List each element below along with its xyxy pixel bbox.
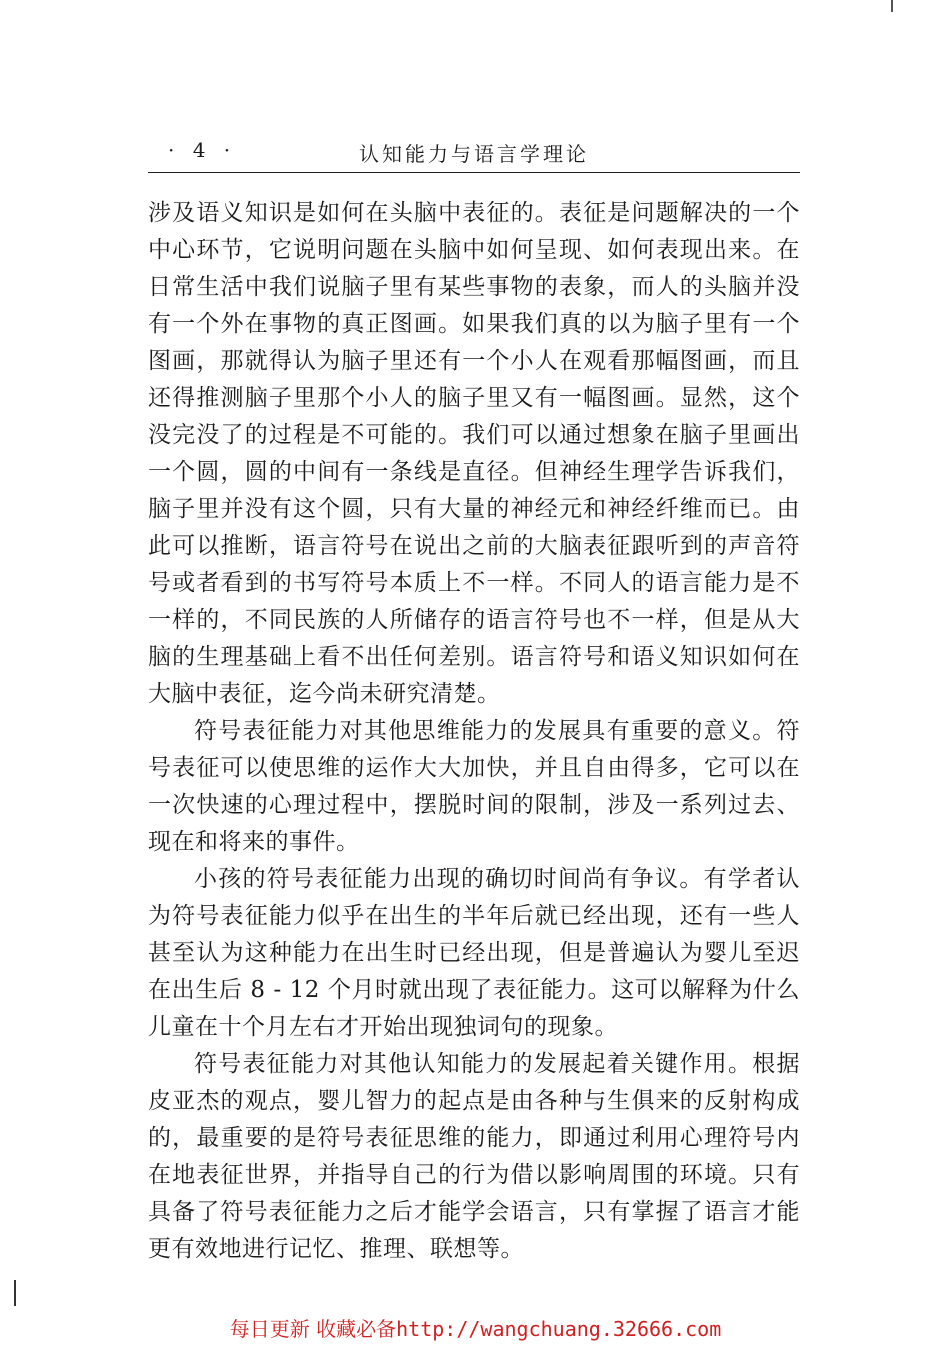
footer-watermark (0, 1313, 951, 1342)
body-text (148, 195, 800, 1268)
footer-slogan: 每日更新 收藏必备 (229, 1317, 397, 1341)
running-title: 认知能力与语言学理论 (359, 142, 589, 166)
scan-corner-mark (891, 0, 893, 12)
paragraph: 小孩的符号表征能力出现的确切时间尚有争议。有学者认为符号表征能力似乎在出生的半年后就已经出现，还有一些人甚至认为这种能力在出生时已经出现，但是普遍认为婴儿至迟在出生后 8 - 12 个月时就出现了表征能力。这可以解释为什么儿童在十个月左右才开始出现独词句的现象。 (148, 866, 800, 1040)
page-number: · 4 · (168, 138, 237, 162)
scan-margin-mark (14, 1280, 16, 1306)
paragraph: 符号表征能力对其他认知能力的发展起着关键作用。根据皮亚杰的观点，婴儿智力的起点是由各种与生俱来的反射构成的，最重要的是符号表征思维的能力，即通过利用心理符号内在地表征世界，并指导自己的行为借以影响周围的环境。只有具备了符号表征能力之后才能学会语言，只有掌握了语言才能更有效地进行记忆、推理、联想等。 (148, 1051, 800, 1262)
paragraph: 符号表征能力对其他思维能力的发展具有重要的意义。符号表征可以使思维的运作大大加快，并且自由得多，它可以在一次快速的心理过程中，摆脱时间的限制，涉及一系列过去、现在和将来的事件。 (148, 718, 800, 855)
paragraph-continued: 涉及语义知识是如何在头脑中表征的。表征是问题解决的一个中心环节，它说明问题在头脑中如何呈现、如何表现出来。在日常生活中我们说脑子里有某些事物的表象，而人的头脑并没有一个外在事物的真正图画。如果我们真的以为脑子里有一个图画，那就得认为脑子里还有一个小人在观看那幅图画，而且还得推测脑子里那个小人的脑子里又有一幅图画。显然，这个没完没了的过程是不可能的。我们可以通过想象在脑子里画出一个圆，圆的中间有一条线是直径。但神经生理学告诉我们，脑子里并没有这个圆，只有大量的神经元和神经纤维而已。由此可以推断，语言符号在说出之前的大脑表征跟听到的声音符号或者看到的书写符号本质上不一样。不同人的语言能力是不一样的，不同民族的人所储存的语言符号也不一样，但是从大脑的生理基础上看不出任何差别。语言符号和语义知识如何在大脑中表征，迄今尚未研究清楚。 (148, 200, 800, 707)
page-header (148, 138, 800, 173)
footer-url[interactable]: http://wangchuang.32666.com (396, 1317, 722, 1341)
